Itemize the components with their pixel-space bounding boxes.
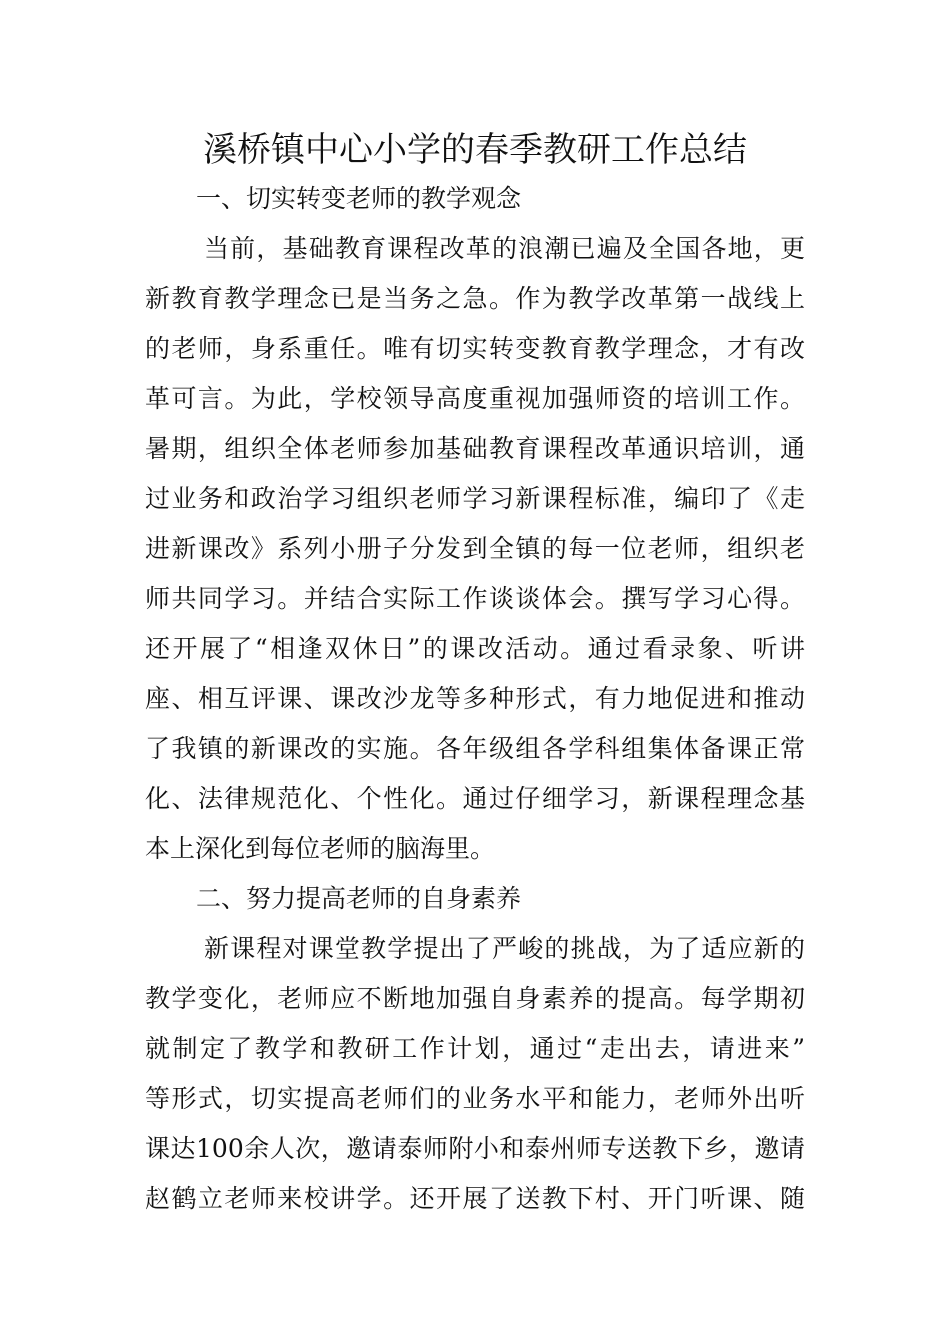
paragraph-line: 赵鹤立老师来校讲学。还开展了送教下村、开门听课、随 <box>145 1184 805 1213</box>
paragraph-line: 等形式，切实提高老师们的业务水平和能力，老师外出听 <box>145 1084 805 1113</box>
paragraph-line: 师共同学习。并结合实际工作谈谈体会。撰写学习心得。 <box>145 584 805 613</box>
paragraph-line: 革可言。为此，学校领导高度重视加强师资的培训工作。 <box>145 384 805 413</box>
paragraph-line: 暑期，组织全体老师参加基础教育课程改革通识培训，通 <box>145 434 805 463</box>
paragraph-line: 还开展了“相逢双休日”的课改活动。通过看录象、听讲 <box>145 634 805 663</box>
document-title: 溪桥镇中心小学的春季教研工作总结 <box>203 130 747 170</box>
paragraph-line: 进新课改》系列小册子分发到全镇的每一位老师，组织老 <box>145 534 805 563</box>
section-heading-2: 二、努力提高老师的自身素养 <box>196 884 522 913</box>
paragraph-line: 就制定了教学和教研工作计划，通过“走出去，请进来” <box>145 1034 805 1063</box>
paragraph-line: 座、相互评课、课改沙龙等多种形式，有力地促进和推动 <box>145 684 805 713</box>
paragraph-line: 了我镇的新课改的实施。各年级组各学科组集体备课正常 <box>145 734 805 763</box>
paragraph-line: 教学变化，老师应不断地加强自身素养的提高。每学期初 <box>145 984 805 1013</box>
paragraph-line: 新课程对课堂教学提出了严峻的挑战，为了适应新的 <box>204 934 805 963</box>
paragraph-line: 过业务和政治学习组织老师学习新课程标准，编印了《走 <box>145 484 805 513</box>
paragraph-line: 当前，基础教育课程改革的浪潮已遍及全国各地，更 <box>204 234 805 263</box>
paragraph-line: 课达100余人次，邀请泰师附小和泰州师专送教下乡，邀请 <box>145 1134 805 1163</box>
section-heading-1: 一、切实转变老师的教学观念 <box>196 184 522 213</box>
paragraph-line: 的老师，身系重任。唯有切实转变教育教学理念，才有改 <box>145 334 805 363</box>
paragraph-line: 本上深化到每位老师的脑海里。 <box>145 834 496 863</box>
paragraph-line: 化、法律规范化、个性化。通过仔细学习，新课程理念基 <box>145 784 805 813</box>
paragraph-line: 新教育教学理念已是当务之急。作为教学改革第一战线上 <box>145 284 805 313</box>
